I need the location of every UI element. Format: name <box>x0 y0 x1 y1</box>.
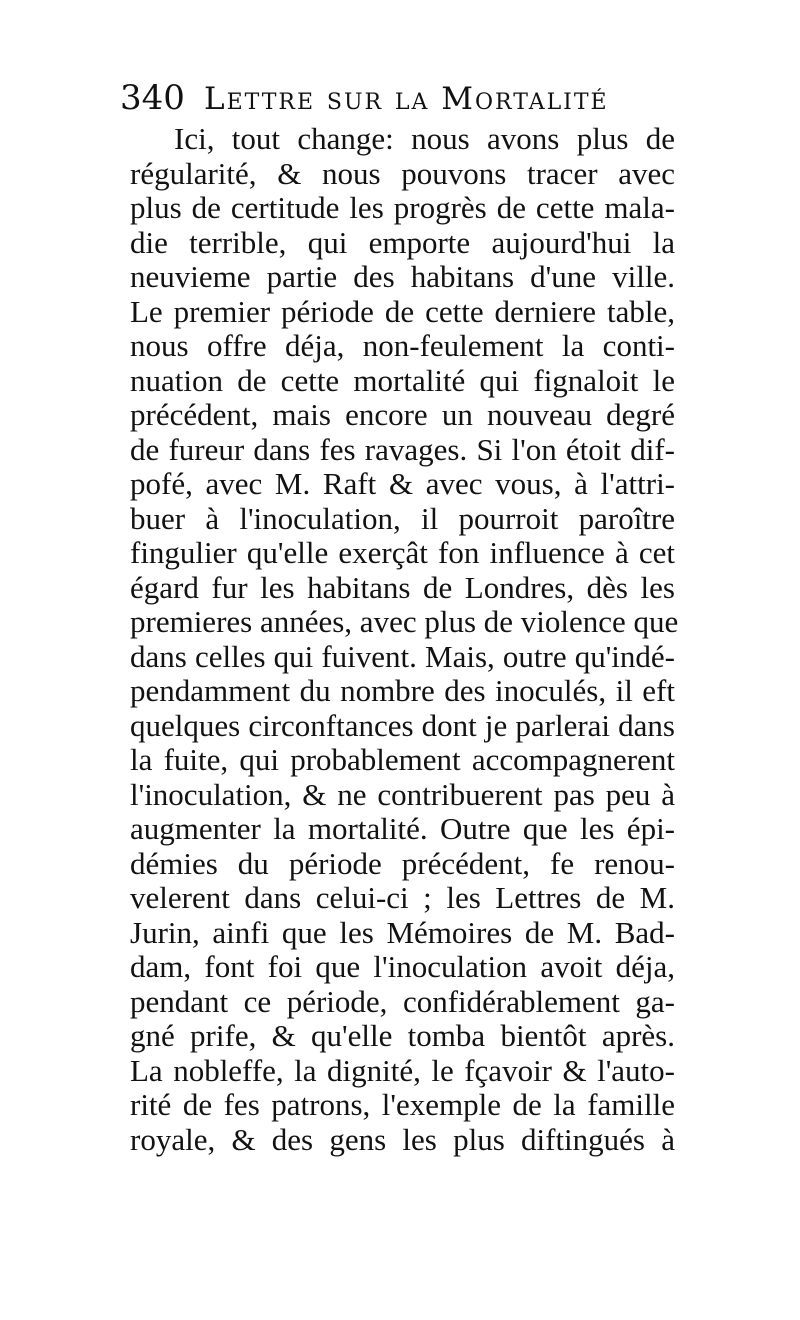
text-line: royale, & des gens les plus diftingués à <box>130 1121 675 1157</box>
text-line: fingulier qu'elle exerçât fon influence à cet <box>130 535 675 570</box>
text-line: plus de certitude les progrès de cette mala- <box>130 190 675 225</box>
page-number: 340 <box>120 78 185 118</box>
text-line: pendant ce période, confidérablement ga- <box>130 983 675 1019</box>
text-line: La nobleffe, la dignité, le fçavoir & l'auto- <box>130 1052 675 1088</box>
text-line: Jurin, ainfi que les Mémoires de M. Bad- <box>130 914 675 950</box>
text-line: rité de fes patrons, l'exemple de la famille <box>130 1087 675 1122</box>
text-line: buer à l'inoculation, il pourroit paroître <box>130 500 675 536</box>
text-line: velerent dans celui-ci ; les Lettres de M. <box>130 880 675 915</box>
text-line: premieres années, avec plus de violence que <box>130 604 679 639</box>
text-line: dans celles qui fuivent. Mais, outre qu'indé- <box>130 638 675 674</box>
text-line: pendamment du nombre des inoculés, il eft <box>130 673 675 708</box>
text-line: de fureur dans fes ravages. Si l'on étoit dif- <box>130 431 675 467</box>
text-line: démies du période précédent, fe renou- <box>130 845 675 881</box>
text-line: nuation de cette mortalité qui fignaloit le <box>130 362 675 398</box>
text-line: die terrible, qui emporte aujourd'hui la <box>130 224 675 260</box>
body-text <box>130 121 679 1157</box>
text-line: nous offre déja, non-feulement la conti- <box>130 328 675 363</box>
text-line: la fuite, qui probablement accompagnerent <box>130 742 675 777</box>
text-line: Le premier période de cette derniere table, <box>130 293 675 329</box>
text-line: précédent, mais encore un nouveau degré <box>130 397 675 432</box>
text-line: quelques circonftances dont je parlerai dans <box>130 707 675 743</box>
text-line: pofé, avec M. Raft & avec vous, à l'attri- <box>130 466 675 501</box>
running-header <box>120 78 680 122</box>
text-line: neuvieme partie des habitans d'une ville. <box>130 259 675 294</box>
text-line: l'inoculation, & ne contribuerent pas peu à <box>130 776 675 812</box>
text-line: Ici, tout change: nous avons plus de <box>174 121 675 156</box>
text-line: augmenter la mortalité. Outre que les épi- <box>130 811 675 846</box>
text-line: égard fur les habitans de Londres, dès les <box>130 569 675 605</box>
text-line: gné prife, & qu'elle tomba bientôt après. <box>130 1018 675 1053</box>
running-title: Lettre sur la Mortalité <box>204 81 609 117</box>
text-line: dam, font foi que l'inoculation avoit déja, <box>130 949 675 984</box>
text-line: régularité, & nous pouvons tracer avec <box>130 155 675 191</box>
